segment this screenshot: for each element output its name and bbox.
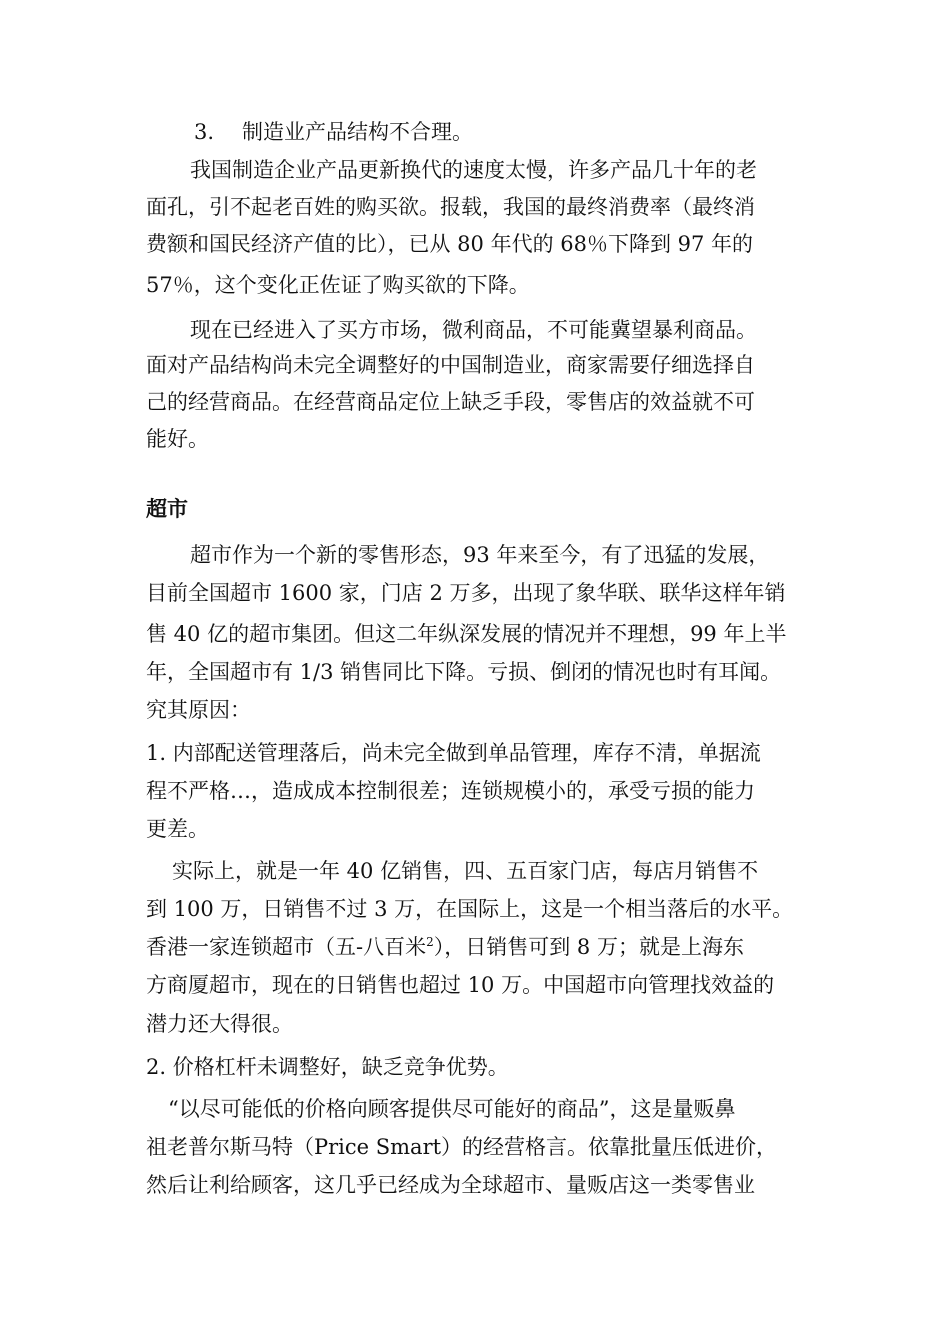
section-heading: 超市 xyxy=(146,497,188,521)
list-item-1-line: 1. 内部配送管理落后，尚未完全做到单品管理，库存不清，单据流 xyxy=(146,741,761,765)
paragraph-line: 祖老普尔斯马特（Price Smart）的经营格言。依靠批量压低进价， xyxy=(146,1135,778,1159)
paragraph-line: 面孔，引不起老百姓的购买欲。报载，我国的最终消费率（最终消 xyxy=(146,195,755,219)
list-number: 3. xyxy=(194,120,215,144)
paragraph-line: 现在已经进入了买方市场，微利商品，不可能冀望暴利商品。 xyxy=(190,318,757,342)
paragraph-line: 超市作为一个新的零售形态，93 年来至今，有了迅猛的发展， xyxy=(190,543,770,567)
paragraph-line: 我国制造企业产品更新换代的速度太慢，许多产品几十年的老 xyxy=(190,158,757,182)
paragraph-line: 到 100 万，日销售不过 3 万，在国际上，这是一个相当落后的水平。 xyxy=(146,897,794,921)
paragraph-line: 年，全国超市有 1/3 销售同比下降。亏损、倒闭的情况也时有耳闻。 xyxy=(146,660,782,684)
paragraph-line: 售 40 亿的超市集团。但这二年纵深发展的情况并不理想，99 年上半 xyxy=(146,622,787,646)
paragraph-line: 究其原因： xyxy=(146,698,251,722)
paragraph-line: 费额和国民经济产值的比），已从 80 年代的 68％下降到 97 年的 xyxy=(146,232,754,256)
list-text: 制造业产品结构不合理。 xyxy=(242,120,474,144)
list-item-1-line: 更差。 xyxy=(146,817,209,841)
paragraph-line: 57％，这个变化正佐证了购买欲的下降。 xyxy=(146,273,530,297)
paragraph-line: 然后让利给顾客，这几乎已经成为全球超市、量贩店这一类零售业 xyxy=(146,1173,755,1197)
line-part: ），日销售可到 8 万；就是上海东 xyxy=(433,935,744,959)
paragraph-line: 己的经营商品。在经营商品定位上缺乏手段，零售店的效益就不可 xyxy=(146,390,755,414)
paragraph-line: 方商厦超市，现在的日销售也超过 10 万。中国超市向管理找效益的 xyxy=(146,973,775,997)
list-item-3 xyxy=(194,118,473,146)
paragraph-line: “以尽可能低的价格向顾客提供尽可能好的商品”，这是量贩鼻 xyxy=(168,1097,736,1121)
paragraph-line: 实际上，就是一年 40 亿销售，四、五百家门店，每店月销售不 xyxy=(172,859,759,883)
list-item-1-line: 程不严格…，造成成本控制很差；连锁规模小的，承受亏损的能力 xyxy=(146,779,755,803)
line-part: 香港一家连锁超市（五-八百米 xyxy=(146,935,427,959)
paragraph-line: 能好。 xyxy=(146,427,209,451)
list-item-2: 2. 价格杠杆未调整好，缺乏竞争优势。 xyxy=(146,1055,509,1079)
superscript: 2 xyxy=(426,935,434,949)
paragraph-line xyxy=(146,933,744,961)
paragraph-line: 潜力还大得很。 xyxy=(146,1012,293,1036)
paragraph-line: 面对产品结构尚未完全调整好的中国制造业，商家需要仔细选择自 xyxy=(146,353,755,377)
paragraph-line: 目前全国超市 1600 家，门店 2 万多，出现了象华联、联华这样年销 xyxy=(146,581,786,605)
